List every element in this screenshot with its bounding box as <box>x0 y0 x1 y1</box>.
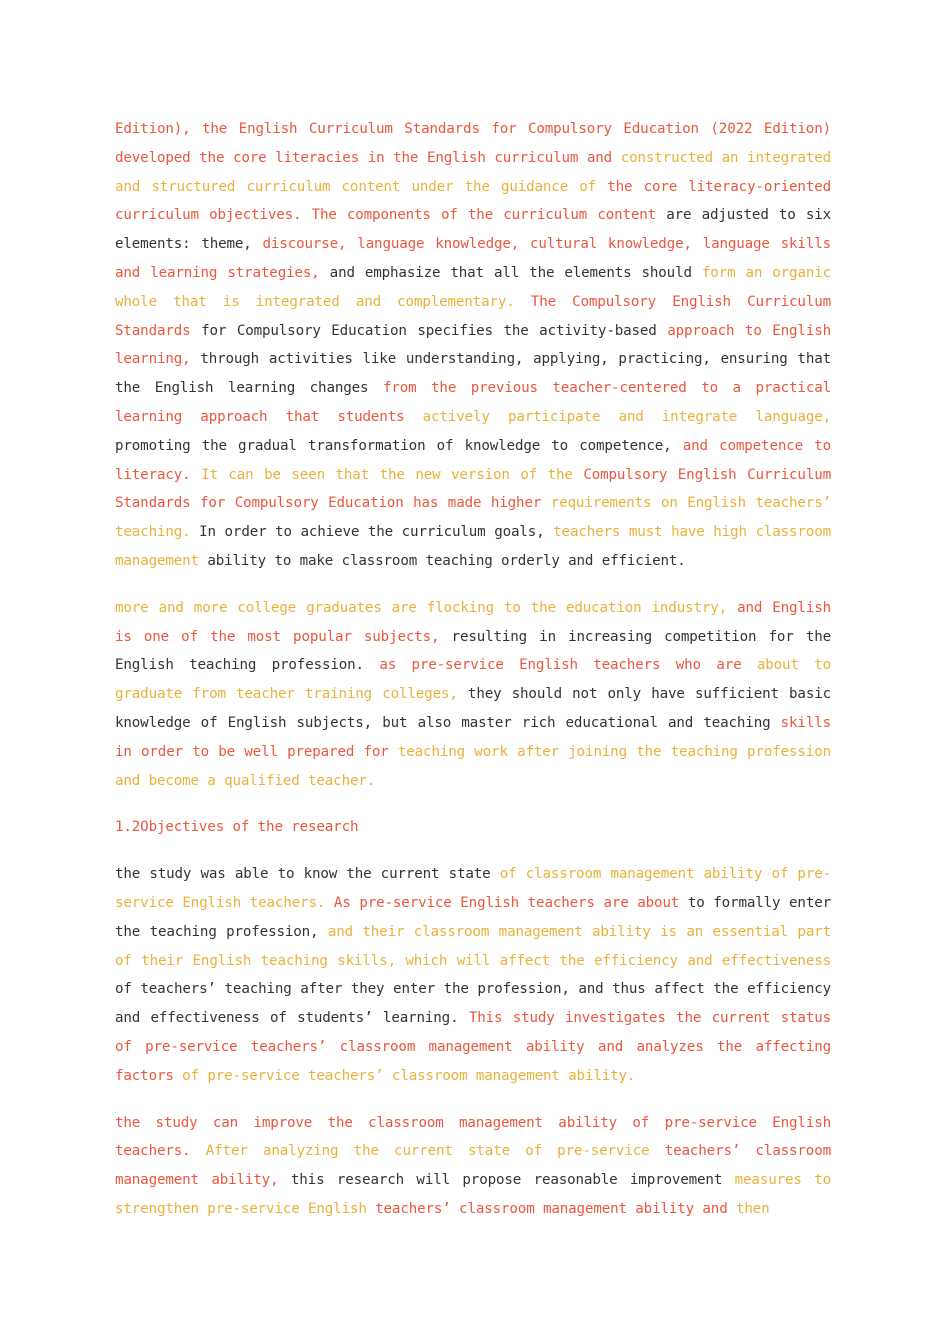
text-segment: resulting in increasing competition for the English teaching profession. <box>115 628 831 674</box>
text-segment: As pre-service English teachers are about <box>333 894 688 911</box>
text-segment: are adjusted to six elements: theme, <box>115 207 831 253</box>
text-segment: about to graduate from teacher training colleges, <box>115 657 831 703</box>
paragraph-curriculum-standards <box>115 115 831 576</box>
text-segment: this research will propose reasonable improvement <box>290 1172 735 1189</box>
text-segment: through activities like understanding, applying, practicing, ensuring that the English learning changes <box>115 351 831 397</box>
text-segment: After analyzing the current state of pre-service <box>205 1143 665 1160</box>
text-segment: to formally enter the teaching profession, <box>115 894 831 940</box>
text-segment: This study investigates the current status of pre-service teachers’ classroom management ability and analyzes the affecting factors <box>115 1010 832 1084</box>
text-segment: and competence to literacy. <box>115 437 831 483</box>
text-segment: approach to English learning, <box>115 322 832 368</box>
text-segment: for Compulsory Education specifies the activity-based <box>201 322 668 339</box>
text-segment: teachers must have high classroom management <box>115 524 831 569</box>
text-segment: In order to achieve the curriculum goals, <box>199 524 554 541</box>
text-segment: and their classroom management ability is an essential part of their English teaching skills, which will affect the efficiency and effectiveness <box>115 923 832 969</box>
paragraph-study-current-state <box>115 860 831 1090</box>
document-page <box>115 115 831 1224</box>
text-segment: Compulsory English Curriculum Standards for Compulsory Education has made higher <box>115 466 831 512</box>
text-segment: the study was able to know the current state <box>115 866 500 883</box>
text-segment: measures to strengthen pre-service English <box>115 1172 831 1217</box>
text-segment: It can be seen that the new version of the <box>201 466 584 483</box>
text-segment: form an organic whole that is integrated and complementary. <box>115 264 832 310</box>
text-segment: The Compulsory English Curriculum Standards <box>115 293 831 339</box>
paragraph-study-improve <box>115 1109 831 1224</box>
text-segment: of pre-service teachers’ classroom management ability. <box>182 1067 636 1084</box>
text-segment: promoting the gradual transformation of knowledge to competence, <box>115 437 683 454</box>
section-heading: 1.2Objectives of the research <box>115 819 359 836</box>
text-segment: from the previous teacher-centered to a practical learning approach that students <box>115 380 831 425</box>
text-segment: Edition), the English Curriculum Standards for Compulsory Education (2022 Edition) developed the core literacies in the English curriculum and <box>115 121 831 166</box>
text-segment: of teachers’ teaching after they enter the profession, and thus affect the efficiency and effectiveness of students’ learning. <box>115 981 831 1027</box>
text-segment: teaching work after joining the teaching profession and become a qualified teacher. <box>115 743 831 789</box>
text-segment: they should not only have sufficient basic knowledge of English subjects, but also master rich educational and teaching <box>115 686 831 731</box>
text-segment: actively participate and integrate language, <box>422 408 832 425</box>
text-segment: teachers’ classroom management ability and <box>375 1200 736 1217</box>
paragraph-graduates-competition <box>115 594 831 796</box>
text-segment: then <box>735 1200 770 1217</box>
text-segment: the study can improve the classroom management ability of pre-service English teachers. <box>115 1114 831 1160</box>
text-segment: more and more college graduates are flocking to the education industry, <box>115 599 738 616</box>
text-segment: constructed an integrated and structured curriculum content under the guidance of <box>115 149 832 195</box>
text-segment: discourse, language knowledge, cultural knowledge, language skills and learning strategies, <box>115 236 831 281</box>
text-segment: and English is one of the most popular subjects, <box>115 599 831 645</box>
text-segment: skills in order to be well prepared for <box>115 714 831 760</box>
text-segment: requirements on English teachers’ teaching. <box>115 495 831 541</box>
text-segment: the core literacy-oriented curriculum objectives. The components of the curriculum content <box>115 178 831 224</box>
text-segment: ability to make classroom teaching orderly and efficient. <box>207 552 686 569</box>
text-segment: as pre-service English teachers who are <box>379 657 757 674</box>
text-segment: and emphasize that all the elements should <box>329 264 702 281</box>
text-segment: teachers’ classroom management ability, <box>115 1143 831 1189</box>
text-segment: of classroom management ability of pre-service English teachers. <box>115 866 832 911</box>
